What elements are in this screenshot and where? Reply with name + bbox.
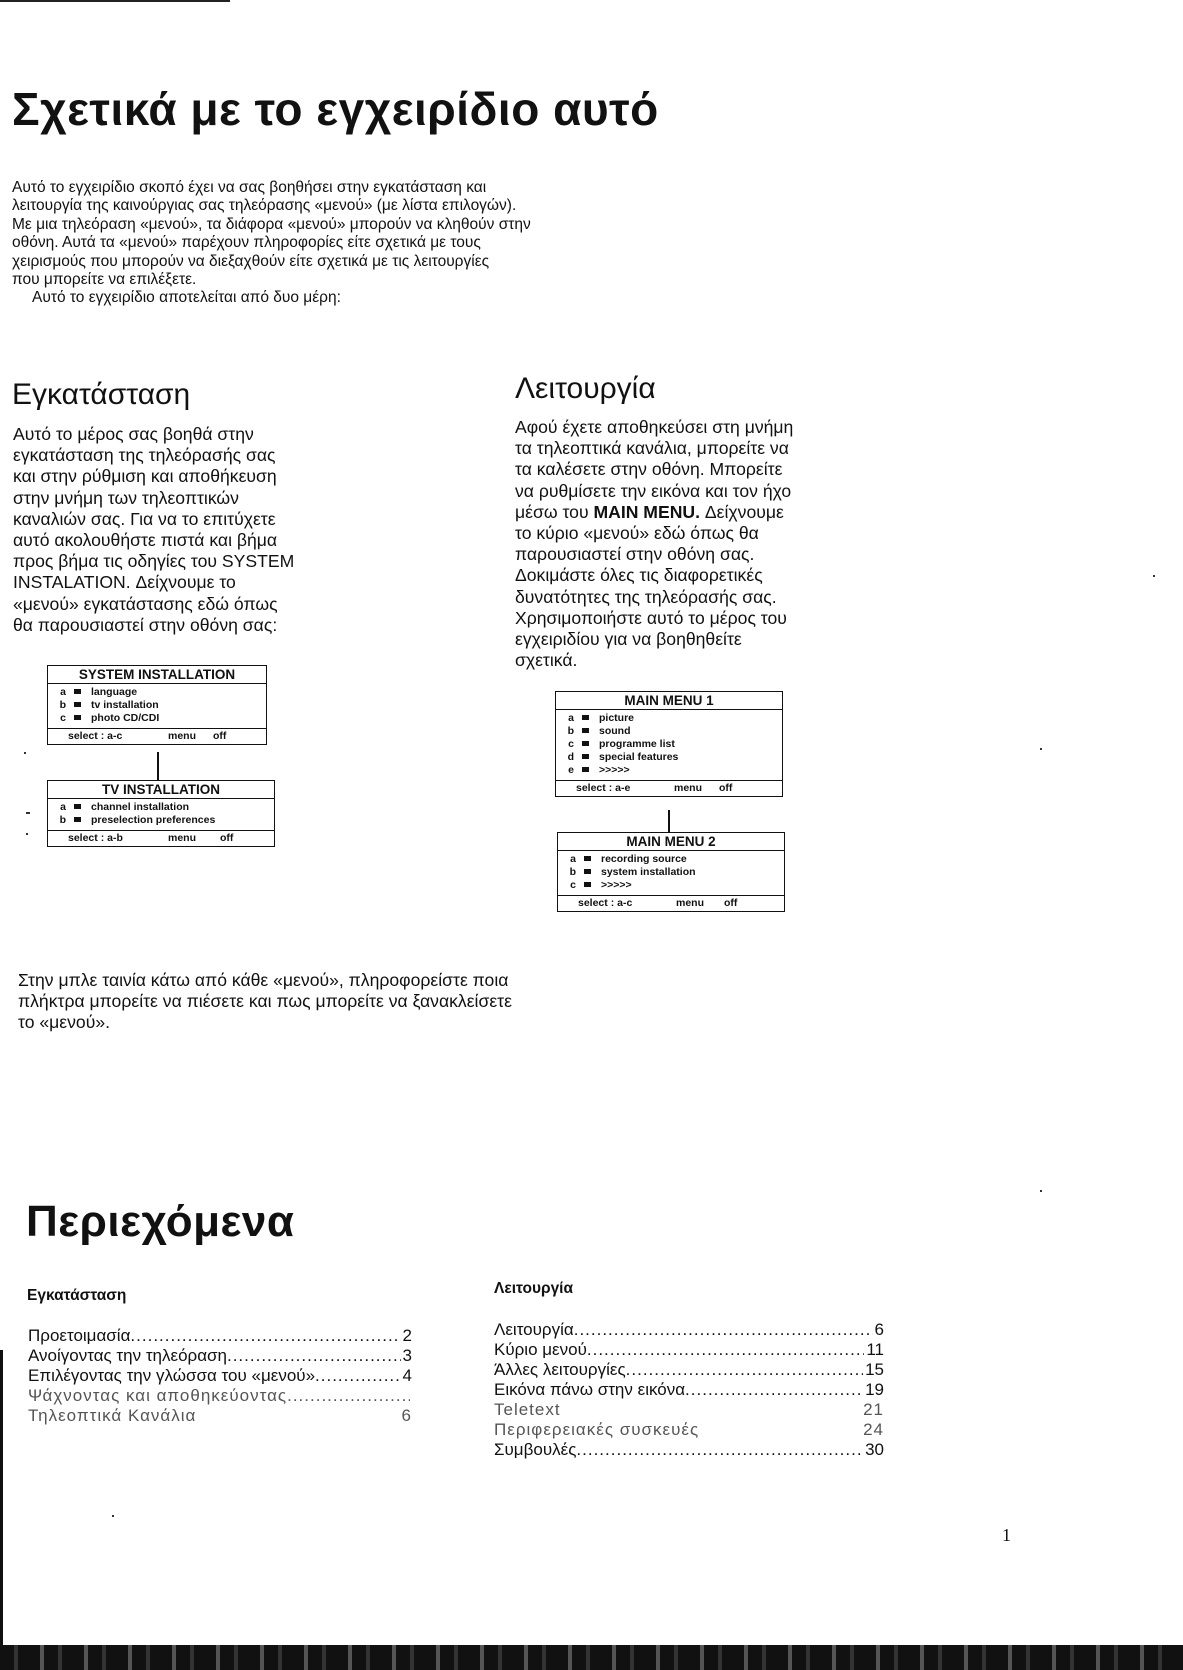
toc-entry[interactable]	[494, 1380, 884, 1400]
bullet-square-icon	[74, 689, 81, 694]
toc-entry-page: 3	[402, 1346, 412, 1365]
menu-item-key: c	[570, 879, 576, 891]
operation-line-text: μέσω του	[515, 501, 594, 522]
installation-line: καναλιών σας. Για να το επιτύχετε	[13, 508, 276, 529]
menu-item-key: b	[569, 866, 576, 878]
toc-entry-label: Ανοίγοντας την τηλεόραση	[28, 1346, 227, 1365]
operation-line: να ρυθμίσετε την εικόνα και τον ήχο	[515, 480, 792, 501]
menu-item-label: system installation	[601, 866, 696, 878]
toc-entry[interactable]	[28, 1346, 412, 1366]
menu-footer-menu: menu	[168, 730, 197, 742]
toc-entry-page: 30	[865, 1440, 884, 1459]
menu-item	[558, 853, 784, 866]
toc-entry[interactable]	[28, 1366, 412, 1386]
main-menu-term: MAIN MENU.	[593, 501, 701, 522]
installation-line: στην μνήμη των τηλεοπτικών	[13, 487, 239, 508]
toc-entry-label: Λειτουργία	[494, 1320, 574, 1339]
menu-item-key: c	[568, 738, 574, 750]
menu-item-key: a	[570, 853, 576, 865]
toc-leader	[576, 1440, 863, 1460]
menu-footer-select: select : a-c	[68, 730, 123, 742]
intro-line: χειρισμούς που μπορούν να διεξαχθούν είτε σχετικά με τις λειτουργίες	[12, 252, 490, 270]
bullet-square-icon	[584, 882, 591, 887]
menu-item	[556, 764, 782, 777]
scan-speck	[26, 833, 28, 835]
toc-entry-page: 6	[401, 1406, 412, 1425]
menu-footer-off: off	[719, 782, 733, 794]
toc-entry-page: 15	[865, 1360, 884, 1379]
installation-heading: Εγκατάσταση	[12, 378, 191, 411]
bullet-square-icon	[582, 741, 589, 746]
menu-item-label: picture	[599, 712, 635, 724]
left-scan-edge	[0, 1350, 3, 1670]
menu-item	[48, 814, 274, 827]
menu-item-label: programme list	[599, 738, 675, 750]
bullet-square-icon	[582, 728, 589, 733]
menu-item	[558, 866, 784, 879]
menu-item-key: d	[567, 751, 574, 763]
menu-footer-menu: menu	[168, 832, 197, 844]
toc-leader	[685, 1380, 863, 1400]
toc-entry[interactable]	[28, 1386, 412, 1406]
operation-line: εγχειριδίου για να βοηθηθείτε	[515, 629, 742, 650]
bullet-square-icon	[582, 754, 589, 759]
bottom-scan-band	[0, 1645, 1183, 1670]
intro-line: οθόνη. Αυτά τα «μενού» παρέχουν πληροφορίες είτε σχετικά με τους	[12, 234, 481, 252]
note-line: το «μενού».	[18, 1012, 111, 1033]
menu-item-key: a	[60, 686, 66, 698]
bullet-square-icon	[74, 817, 81, 822]
toc-entry-label: Άλλες λειτουργίες	[494, 1360, 626, 1379]
installation-line: Αυτό το μέρος σας βοηθά στην	[13, 424, 254, 444]
operation-line: τα καλέσετε στην οθόνη. Μπορείτε	[515, 459, 783, 480]
menu-item-label: sound	[599, 725, 631, 737]
toc-right-list	[494, 1320, 884, 1460]
toc-entry[interactable]	[494, 1320, 884, 1340]
toc-leader	[227, 1346, 401, 1366]
menu-item-label: >>>>>	[601, 879, 632, 891]
operation-line: το κύριο «μενού» εδώ όπως θα	[515, 523, 759, 544]
intro-line: λειτουργία της καινούργιας σας τηλεόρασης «μενού» (με λίστα επιλογών).	[12, 197, 517, 215]
menu-item-key: e	[568, 764, 574, 776]
menu-item-key: b	[59, 699, 66, 711]
menu-item-label: photo CD/CDI	[91, 712, 160, 724]
menu-item	[558, 879, 784, 892]
menu-item-label: tv installation	[91, 699, 159, 711]
operation-line: Χρησιμοποιήστε αυτό το μέρος του	[515, 607, 787, 628]
bullet-square-icon	[582, 715, 589, 720]
toc-left-heading: Εγκατάσταση	[27, 1287, 127, 1304]
scan-speck	[26, 812, 30, 814]
scan-speck	[1040, 1190, 1042, 1192]
operation-paragraph	[515, 417, 793, 671]
page-number: 1	[1002, 1525, 1011, 1545]
menu-footer	[48, 830, 274, 846]
main-menu-1	[555, 691, 783, 797]
toc-leader	[574, 1320, 873, 1340]
toc-entry-label: Εικόνα πάνω στην εικόνα	[494, 1380, 686, 1399]
menu-item-label: channel installation	[91, 801, 190, 813]
toc-entry[interactable]	[494, 1420, 884, 1440]
toc-entry[interactable]	[28, 1406, 412, 1426]
note-line: πλήκτρα μπορείτε να πιέσετε και πως μπορείτε να ξανακλείσετε	[18, 991, 512, 1012]
toc-entry[interactable]	[494, 1440, 884, 1460]
intro-paragraph	[12, 179, 531, 308]
menu-item	[556, 712, 782, 725]
menu-connector-line	[157, 752, 159, 780]
toc-entry-label: Προετοιμασία	[28, 1326, 131, 1345]
menu-footer-off: off	[724, 897, 738, 909]
menu-bar-note	[18, 970, 512, 1034]
menu-item-label: language	[91, 686, 138, 698]
scan-speck	[24, 752, 26, 754]
installation-line: προς βήμα τις οδηγίες του SYSTEM	[13, 551, 295, 572]
toc-entry-page: 6	[874, 1320, 884, 1339]
bullet-square-icon	[584, 856, 591, 861]
toc-leader	[315, 1366, 401, 1386]
scan-speck	[1040, 748, 1042, 750]
menu-footer-select: select : a-b	[68, 832, 123, 844]
toc-entry-page: 11	[866, 1340, 884, 1359]
toc-entry-page: 2	[402, 1326, 412, 1345]
menu-item-key: a	[568, 712, 574, 724]
toc-leader	[626, 1360, 863, 1380]
menu-title: TV INSTALLATION	[48, 781, 274, 799]
toc-leader	[287, 1386, 410, 1406]
menu-footer-off: off	[213, 730, 227, 742]
operation-line-text: Δείχνουμε	[700, 501, 784, 522]
menu-item	[556, 738, 782, 751]
toc-entry-page: 21	[863, 1400, 884, 1419]
operation-heading: Λειτουργία	[515, 372, 656, 405]
operation-line: δυνατότητες της τηλεόρασής σας.	[515, 586, 777, 607]
menu-item-key: a	[60, 801, 66, 813]
menu-footer-select: select : a-c	[578, 897, 633, 909]
installation-line: θα παρουσιαστεί στην οθόνη σας:	[13, 614, 278, 635]
toc-entry-page: 4	[402, 1366, 412, 1385]
installation-paragraph	[13, 424, 294, 636]
menu-footer-select: select : a-e	[576, 782, 631, 794]
operation-line: Δοκιμάστε όλες τις διαφορετικές	[515, 565, 763, 586]
intro-line: Αυτό το εγχειρίδιο αποτελείται από δυο μέρη:	[32, 289, 341, 307]
toc-entry-label: Κύριο μενού	[494, 1340, 587, 1359]
bullet-square-icon	[74, 804, 81, 809]
installation-line: αυτό ακολουθήστε πιστά και βήμα	[13, 530, 278, 551]
toc-entry-page: 24	[863, 1420, 884, 1439]
menu-item	[48, 712, 266, 725]
intro-line: Με μια τηλεόραση «μενού», τα διάφορα «μενού» μπορούν να κληθούν στην	[12, 215, 531, 233]
bullet-square-icon	[74, 715, 81, 720]
menu-title: MAIN MENU 1	[556, 692, 782, 710]
toc-right-heading: Λειτουργία	[494, 1280, 574, 1297]
installation-line: και στην ρύθμιση και αποθήκευση	[13, 466, 277, 487]
menu-item	[48, 801, 274, 814]
installation-line: INSTALATION. Δείχνουμε το	[13, 572, 236, 593]
menu-title: SYSTEM INSTALLATION	[48, 666, 266, 684]
toc-entry[interactable]	[494, 1400, 884, 1420]
menu-item-label: special features	[599, 751, 679, 763]
operation-line: παρουσιαστεί στην οθόνη σας.	[515, 544, 755, 565]
toc-entry-label: Ψάχνοντας και αποθηκεύοντας	[28, 1386, 288, 1405]
installation-line: «μενού» εγκατάστασης εδώ όπως	[13, 593, 278, 614]
menu-item	[556, 725, 782, 738]
toc-left-list	[28, 1326, 412, 1426]
toc-leader	[587, 1340, 864, 1360]
operation-line: σχετικά.	[515, 650, 578, 671]
menu-item-key: b	[567, 725, 574, 737]
menu-footer	[558, 895, 784, 911]
bullet-square-icon	[74, 702, 81, 707]
bullet-square-icon	[582, 767, 589, 772]
bullet-square-icon	[584, 869, 591, 874]
menu-item-key: c	[60, 712, 66, 724]
toc-entry-label: Teletext	[494, 1400, 561, 1419]
toc-entry-label: Περιφερειακές συσκευές	[494, 1420, 700, 1439]
operation-line	[515, 502, 793, 523]
menu-item-label: recording source	[601, 853, 687, 865]
intro-line: που μπορείτε να επιλέξετε.	[12, 271, 197, 289]
menu-item	[556, 751, 782, 764]
menu-item	[48, 686, 266, 699]
menu-connector-line	[668, 810, 670, 832]
toc-entry[interactable]	[494, 1340, 884, 1360]
toc-leader	[130, 1326, 400, 1346]
installation-line: εγκατάσταση της τηλεόρασής σας	[13, 445, 276, 466]
scan-speck	[112, 1515, 114, 1517]
menu-item-label: >>>>>	[599, 764, 630, 776]
menu-item	[48, 699, 266, 712]
menu-title: MAIN MENU 2	[558, 833, 784, 851]
toc-entry[interactable]	[28, 1326, 412, 1346]
system-installation-menu	[47, 665, 267, 745]
operation-line: Αφού έχετε αποθηκεύσει στη μνήμη	[515, 417, 794, 437]
operation-line: τα τηλεοπτικά κανάλια, μπορείτε να	[515, 438, 789, 459]
menu-item-label: preselection preferences	[91, 814, 216, 826]
scan-speck	[1153, 575, 1155, 577]
toc-entry-label: Τηλεοπτικά Κανάλια	[28, 1406, 197, 1425]
menu-footer-menu: menu	[674, 782, 703, 794]
page-title: Σχετικά με το εγχειρίδιο αυτό	[12, 83, 659, 135]
tv-installation-menu	[47, 780, 275, 847]
menu-footer	[48, 728, 266, 744]
menu-footer-menu: menu	[676, 897, 705, 909]
note-line: Στην μπλε ταινία κάτω από κάθε «μενού», πληροφορείστε ποια	[18, 970, 509, 990]
contents-heading: Περιεχόμενα	[26, 1197, 295, 1246]
top-scan-rule	[0, 0, 230, 2]
toc-entry-label: Συμβουλές	[494, 1440, 577, 1459]
menu-footer	[556, 780, 782, 796]
toc-entry-label: Επιλέγοντας την γλώσσα του «μενού»	[28, 1366, 316, 1385]
main-menu-2	[557, 832, 785, 912]
menu-footer-off: off	[220, 832, 234, 844]
toc-entry[interactable]	[494, 1360, 884, 1380]
intro-line: Αυτό το εγχειρίδιο σκοπό έχει να σας βοηθήσει στην εγκατάσταση και	[12, 179, 487, 196]
toc-entry-page: 19	[865, 1380, 884, 1399]
menu-item-key: b	[59, 814, 66, 826]
